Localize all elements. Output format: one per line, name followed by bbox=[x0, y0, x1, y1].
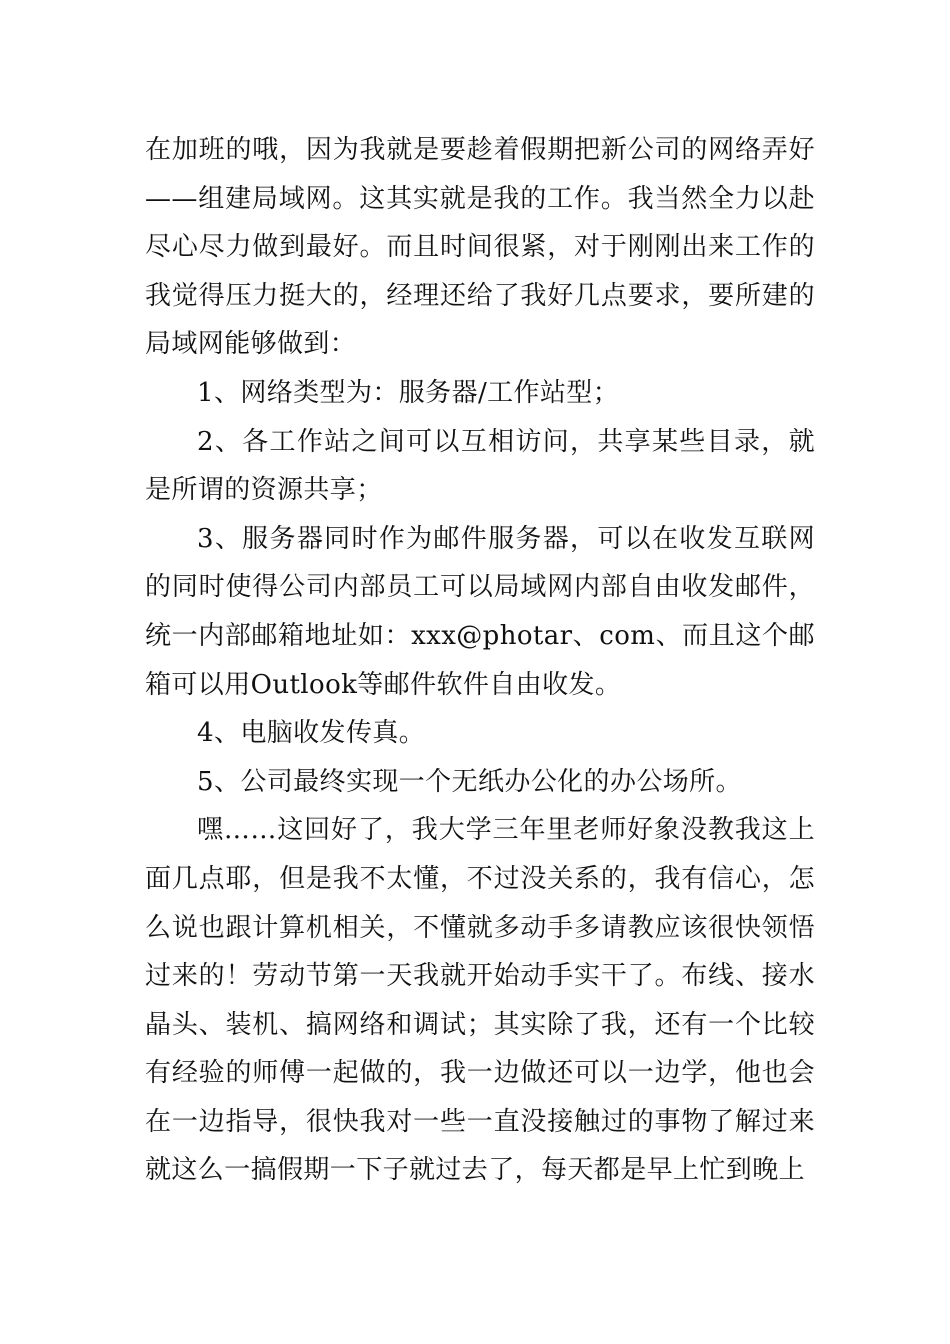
paragraph-narrative: 嘿……这回好了，我大学三年里老师好象没教我这上面几点耶，但是我不太懂，不过没关系的，我有信心，怎么说也跟计算机相关，不懂就多动手多请教应该很快领悟过来的！劳动节第一天我就开始动手实干了。布线、接水晶头、装机、搞网络和调试；其实除了我，还有一个比较有经验的师傅一起做的，我一边做还可以一边学，他也会在一边指导，很快我对一些一直没接触过的事物了解过来就这么一搞假期一下子就过去了，每天都是早上忙到晚上 bbox=[145, 815, 815, 1186]
list-item-3: 3、服务器同时作为邮件服务器，可以在收发互联网的同时使得公司内部员工可以局域网内部自由收发邮件，统一内部邮箱地址如：xxx@photar、com、而且这个邮箱可以用Outlook等邮件软件自由收发。 bbox=[145, 523, 815, 700]
paragraph-continuation: 在加班的哦，因为我就是要趁着假期把新公司的网络弄好——组建局域网。这其实就是我的工作。我当然全力以赴尽心尽力做到最好。而且时间很紧，对于刚刚出来工作的我觉得压力挺大的，经理还给了我好几点要求，要所建的局域网能够做到： bbox=[145, 135, 815, 360]
list-item-4: 4、电脑收发传真。 bbox=[197, 718, 426, 749]
list-item-2: 2、各工作站之间可以互相访问，共享某些目录，就是所谓的资源共享； bbox=[145, 426, 815, 506]
list-item-5: 5、公司最终实现一个无纸办公化的办公场所。 bbox=[197, 766, 742, 797]
body-text bbox=[145, 126, 815, 1195]
list-item-1: 1、网络类型为：服务器/工作站型； bbox=[197, 377, 620, 408]
